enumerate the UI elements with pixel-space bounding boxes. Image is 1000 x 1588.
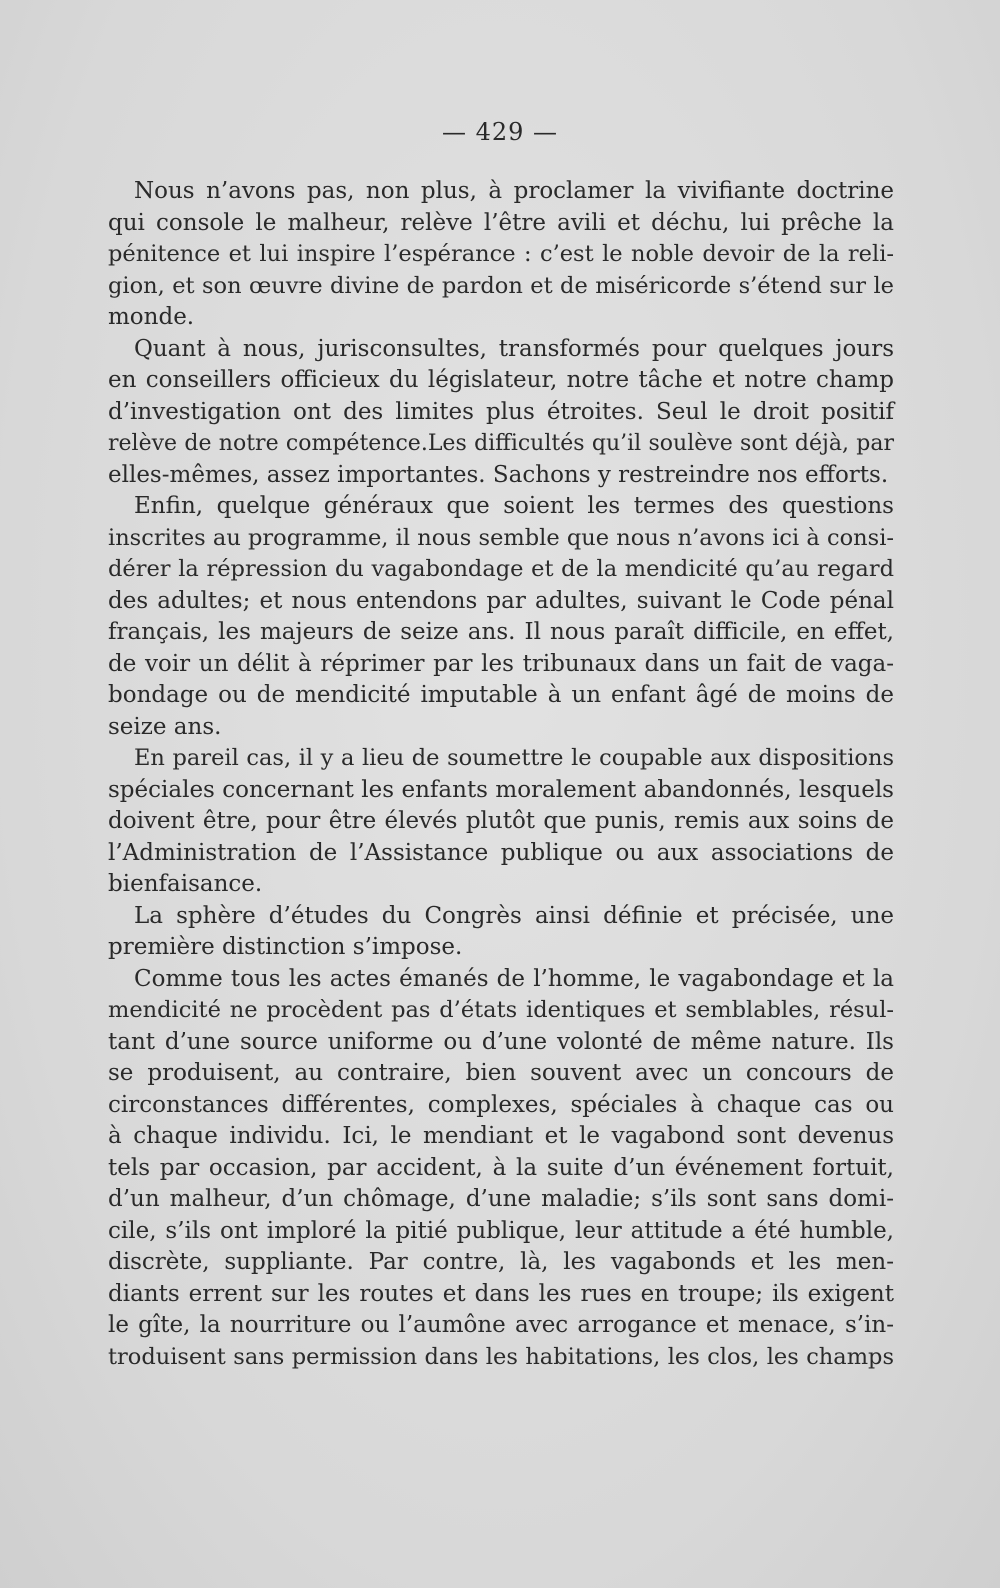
text-line: discrète, suppliante. Par contre, là, les vagabonds et les men- [108, 1249, 894, 1275]
text-line: de voir un délit à réprimer par les tribunaux dans un fait de vaga- [108, 650, 894, 677]
text-line: mendicité ne procèdent pas d’états identiques et semblables, résul- [108, 997, 894, 1023]
text-line: gion, et son œuvre divine de pardon et de miséricorde s’étend sur le [108, 272, 894, 299]
text-line: monde. [108, 304, 195, 330]
text-line: bienfaisance. [108, 871, 263, 897]
text-line: en conseillers officieux du législateur, notre tâche et notre champ [108, 367, 894, 393]
text-line: doivent être, pour être élevés plutôt que punis, remis aux soins de [108, 808, 894, 834]
text-line: d’investigation ont des limites plus étroites. Seul le droit positif [108, 398, 894, 425]
text-line: diants errent sur les routes et dans les rues en troupe; ils exigent [108, 1280, 894, 1307]
text-line: Enfin, quelque généraux que soient les termes des questions [134, 493, 894, 519]
body-text [108, 176, 894, 1373]
text-line: d’un malheur, d’un chômage, d’une maladie; s’ils sont sans domi- [108, 1186, 894, 1212]
text-line: des adultes; et nous entendons par adultes, suivant le Code pénal [108, 587, 894, 614]
text-line: relève de notre compétence.Les difficultés qu’il soulève sont déjà, par [108, 431, 894, 456]
text-line: En pareil cas, il y a lieu de soumettre le coupable aux dispositions [134, 745, 894, 771]
page-number: — 429 — [441, 118, 559, 146]
text-line: dérer la répression du vagabondage et de la mendicité qu’au regard [108, 556, 894, 582]
text-line: elles-mêmes, assez importantes. Sachons y restreindre nos efforts. [108, 461, 889, 488]
text-line: tant d’une source uniforme ou d’une volonté de même nature. Ils [108, 1028, 894, 1055]
text-line: cile, s’ils ont imploré la pitié publique, leur attitude a été humble, [108, 1217, 894, 1244]
text-line: à chaque individu. Ici, le mendiant et le vagabond sont devenus [108, 1123, 894, 1149]
text-line: pénitence et lui inspire l’espérance : c’est le noble devoir de la reli- [108, 241, 894, 267]
text-line: le gîte, la nourriture ou l’aumône avec arrogance et menace, s’in- [108, 1312, 894, 1338]
text-line: Comme tous les actes émanés de l’homme, le vagabondage et la [134, 965, 894, 992]
text-line: Quant à nous, jurisconsultes, transformés pour quelques jours [134, 335, 894, 362]
text-line: spéciales concernant les enfants moralement abandonnés, lesquels [108, 776, 894, 803]
text-line: circonstances différentes, complexes, spéciales à chaque cas ou [108, 1091, 894, 1118]
text-line: se produisent, au contraire, bien souvent avec un concours de [108, 1060, 894, 1086]
text-line: l’Administration de l’Assistance publique ou aux associations de [108, 839, 894, 866]
text-line: bondage ou de mendicité imputable à un enfant âgé de moins de [108, 682, 894, 708]
text-line: inscrites au programme, il nous semble que nous n’avons ici à consi- [108, 524, 894, 551]
text-line: seize ans. [108, 713, 222, 740]
text-line: première distinction s’impose. [108, 934, 463, 960]
text-line: tels par occasion, par accident, à la suite d’un événement fortuit, [108, 1154, 894, 1181]
text-line: troduisent sans permission dans les habitations, les clos, les champs [108, 1343, 894, 1370]
text-line: Nous n’avons pas, non plus, à proclamer la vivifiante doctrine [134, 178, 894, 204]
text-line: La sphère d’études du Congrès ainsi définie et précisée, une [134, 902, 894, 929]
text-line: qui console le malheur, relève l’être avili et déchu, lui prêche la [108, 209, 894, 236]
text-line: français, les majeurs de seize ans. Il nous paraît difficile, en effet, [108, 619, 894, 645]
